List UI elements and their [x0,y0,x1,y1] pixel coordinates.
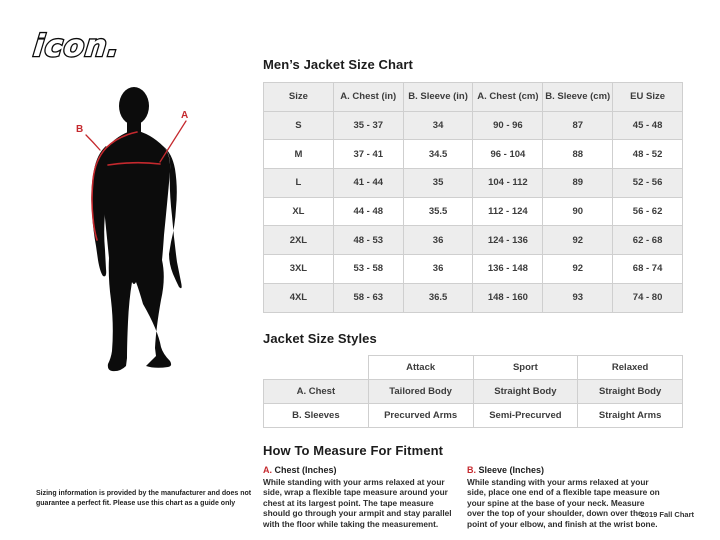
sleeve-in-cell: 36.5 [403,283,473,312]
size-chart-table [263,82,683,313]
col-header-attack: Attack [368,355,473,379]
size-row-xl [264,197,683,226]
sport-sleeves-cell: Semi-Precurved [473,403,578,427]
sleeve-in-cell: 34 [403,111,473,140]
measure-sleeve-heading-text: Sleeve (Inches) [478,464,545,475]
measure-chest-column [263,465,459,530]
measure-sleeve-column [467,465,663,530]
sleeve-cm-cell: 92 [543,226,613,255]
size-cell: S [264,111,334,140]
chest-in-cell: 53 - 58 [333,255,403,284]
sizing-disclaimer: Sizing information is provided by the manufacturer and does not guarantee a perfect fit. Please use this chart as a guide only [36,490,252,507]
sleeve-in-cell: 34.5 [403,140,473,169]
sleeve-cm-cell: 90 [543,197,613,226]
chest-in-cell: 37 - 41 [333,140,403,169]
sleeve-cm-cell: 88 [543,140,613,169]
label-b-pointer-line [86,135,100,150]
sleeve-in-cell: 36 [403,226,473,255]
measure-sleeve-body: While standing with your arms relaxed at your side, place one end of a flexible tape measure on your spine at the base of your neck. Measure over the top of your shoulder, down over the point of your elbow, and finish at the wrist bone. [467,476,660,529]
size-cell: L [264,169,334,198]
eu-size-cell: 74 - 80 [613,283,683,312]
relaxed-chest-cell: Straight Body [578,379,683,403]
chest-in-cell: 41 - 44 [333,169,403,198]
chest-cm-cell: 112 - 124 [473,197,543,226]
chart-version-label: 2019 Fall Chart [640,510,694,519]
col-header-chest-in: A. Chest (in) [333,83,403,112]
size-row-l [264,169,683,198]
measure-instructions [263,465,683,530]
eu-size-cell: 52 - 56 [613,169,683,198]
chest-cm-cell: 124 - 136 [473,226,543,255]
eu-size-cell: 68 - 74 [613,255,683,284]
brand-logo [30,24,158,71]
styles-row-label: A. Chest [264,379,369,403]
col-header-sleeve-cm: B. Sleeve (cm) [543,83,613,112]
measure-section-title: How To Measure For Fitment [263,442,444,458]
figure-label-b: B [76,124,84,135]
size-cell: M [264,140,334,169]
measure-chest-heading [263,465,459,475]
label-a-pointer-line [160,121,186,162]
styles-row-label: B. Sleeves [264,403,369,427]
styles-table-title: Jacket Size Styles [263,330,377,346]
chest-in-cell: 44 - 48 [333,197,403,226]
styles-blank-corner [264,355,369,379]
size-chart-header-row [264,83,683,112]
eu-size-cell: 48 - 52 [613,140,683,169]
chest-cm-cell: 96 - 104 [473,140,543,169]
measure-chest-label: A. [263,464,272,475]
chest-in-cell: 35 - 37 [333,111,403,140]
size-row-m [264,140,683,169]
size-row-4xl [264,283,683,312]
eu-size-cell: 62 - 68 [613,226,683,255]
styles-row-chest [264,379,683,403]
sleeve-in-cell: 36 [403,255,473,284]
figure-label-a: A [181,110,189,121]
size-cell: 3XL [264,255,334,284]
col-header-relaxed: Relaxed [578,355,683,379]
sleeve-in-cell: 35.5 [403,197,473,226]
sleeve-cm-cell: 89 [543,169,613,198]
col-header-eu-size: EU Size [613,83,683,112]
measure-sleeve-label: B. [467,464,476,475]
chest-cm-cell: 104 - 112 [473,169,543,198]
logo-text: icon. [31,29,122,64]
measure-sleeve-heading [467,465,663,475]
man-silhouette [91,87,181,371]
styles-row-sleeves [264,403,683,427]
size-row-3xl [264,255,683,284]
sleeve-cm-cell: 87 [543,111,613,140]
sleeve-cm-cell: 92 [543,255,613,284]
chest-in-cell: 58 - 63 [333,283,403,312]
jacket-styles-table [263,355,683,428]
col-header-chest-cm: A. Chest (cm) [473,83,543,112]
body-silhouette-diagram [52,76,252,388]
size-cell: XL [264,197,334,226]
chest-cm-cell: 136 - 148 [473,255,543,284]
size-cell: 4XL [264,283,334,312]
chest-cm-cell: 90 - 96 [473,111,543,140]
sleeve-in-cell: 35 [403,169,473,198]
sleeve-cm-cell: 93 [543,283,613,312]
size-chart-panel [263,57,683,529]
size-row-s [264,111,683,140]
size-cell: 2XL [264,226,334,255]
styles-header-row [264,355,683,379]
attack-chest-cell: Tailored Body [368,379,473,403]
relaxed-sleeves-cell: Straight Arms [578,403,683,427]
col-header-sleeve-in: B. Sleeve (in) [403,83,473,112]
chest-in-cell: 48 - 53 [333,226,403,255]
measure-chest-body: While standing with your arms relaxed at your side, wrap a flexible tape measure around your chest at its largest point. The tape measure should go through your armpit and stay parallel with the floor while taking the measurement. [263,476,452,529]
sport-chest-cell: Straight Body [473,379,578,403]
size-chart-title: Men’s Jacket Size Chart [263,57,413,72]
chest-cm-cell: 148 - 160 [473,283,543,312]
col-header-size: Size [264,83,334,112]
icon-logo-image [30,24,158,66]
measurement-figure [52,76,252,393]
col-header-sport: Sport [473,355,578,379]
measure-chest-heading-text: Chest (Inches) [274,464,337,475]
eu-size-cell: 45 - 48 [613,111,683,140]
eu-size-cell: 56 - 62 [613,197,683,226]
size-row-2xl [264,226,683,255]
attack-sleeves-cell: Precurved Arms [368,403,473,427]
